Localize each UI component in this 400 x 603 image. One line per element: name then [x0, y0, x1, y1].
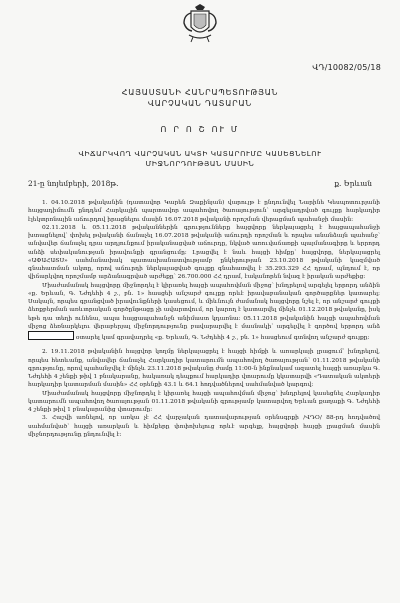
court-name-line1: ՀԱՅԱՍՏԱՆԻ ՀԱՆՐԱՊԵՏՈՒԹՅԱՆ — [121, 88, 279, 97]
court-name-line2: ՎԱՐՉԱԿԱՆ ԴԱՏԱՐԱՆ — [147, 99, 253, 108]
paragraph-1: 1. 04.10.2018 թվականին (դատավոր Կարեն Զաքինյան) վարույթ է ընդունվել Նարինե Կեսպոտուրյանի հայցադիմումն ընդդեմ Հարկային պարտավոր ապահովող ծառայություն՝ արգելադրված գույքը հարկադիր էլեկտրոնային աճուրդով իրացնելու մասին 16.07.2018 թվականի որոշման վերացման պահանջի մասին: — [28, 200, 380, 223]
subject-line1: ՎԻՃԱՐԿՎՈՂ ՎԱՐՉԱԿԱՆ ԱԿՏԻ ԿԱՏԱՐՈՒՄԸ ԿԱՍԵՑՆԵԼՈՒ — [78, 149, 322, 158]
decision-city: ք. Երևան — [334, 179, 372, 188]
paragraph-4: 2. 19.11.2018 թվականին հայցվոր կողմը ներկայացրել է հայցի հիմքի և առարկայի լրացում՝ խնդրելով, որպես հետևանք, անվավեր ճանաչել Հարկադիր կատարումն ապահովող ծառայության՝ 01.11.2018 թվականի գրությունը, որով պահանջվել է մինչև 23.11.2018 թվականը ժամը 11:00-ն ինքնակամ ազատել հայցի առարկա Գ. Նժդեհի 4 շենքի թիվ 1 բնակարանը, հակառակ դեպքում հարկադիր վտարումը կկատարվի «Դատական ակտերի հարկադիր կատարման մասին» ՀՀ օրենքի 43.1 և 64.1 հոդվածներով սահմանված կարգով: — [28, 349, 380, 389]
paragraph-5: Միաժամանակ հայցվորը միջնորդել է կիրառել հայցի ապահովման միջոց՝ խնդրելով կասեցնել Հարկադիր կատարումն ապահովող ծառայության 01.11.2018 թվականի գրությամբ կատարվող Երևան քաղաքի Գ. Նժդեհի 4 շենքի թիվ 1 բնակարանից վտարումը: — [28, 390, 380, 413]
paragraph-2: 02.11.2018 և 05.11.2018 թվականներին գրությունները հայցվորը ներկայացրել է հայցապահանջի խտացնելով՝ փոխել թվականի ճանաչել 16.07.2018 թվականի աճուրդի որոշման և որպես անանձայն պահանջ՝ անվավեր ճանաչել դրա արդյունքում իրականացված աճուրդը, նկված առուվաճառքի պայմանագիրը և երրորդ անձի սեփականության իրավունքի գրանցումը: Լրացվել է նաև հայցի հիմքը՝ հայցվորը, ներկայացրել «ԱՓԱՀԱՏՍ» սահմանափակ պատասխանատվությամբ ընկերության 23.10.2018 թվականի կազմված գնահատման ակտը, որով աճուրդի ներկայացված գույքը գնահատվել է 35.293.329 ՀՀ դրամ, պնդում է, որ վիճարկվող որոշմամբ արձանագրված արժեքը՝ 26.700.000 ՀՀ դրամ, էականորեն նվազ է իրական արժեքից: — [28, 224, 380, 281]
decision-title: Ո Ր Ո Շ ՈՒ Մ — [160, 125, 240, 134]
paragraph-3-tail: օտարել կամ գրավադրել «ք. Երևան, Գ. Նժդեհի 4 շ., բն. 1» հասցեում գտնվող անշարժ գույքը: — [75, 335, 370, 341]
subject-line2: ՄԻՋՆՈՐԴՈՒԹՅԱՆ ՄԱՍԻՆ — [145, 159, 255, 168]
paragraph-6: 3. Հաշվի առնելով, որ առկա չէ ՀՀ վարչական դատավարության օրենսգրքի /ՎԴՕ/ 88-րդ հոդվածով սահմանված՝ հայցի առարկան և հիմքերը փոփոխելուց որևէ արգելք, հայցվորի հայցի լրացման մասին միջնորդությունը ընդունվել է: — [28, 415, 380, 438]
decision-date: 21-ը նոյեմբերի, 2018թ. — [28, 179, 119, 188]
document-body — [28, 199, 380, 439]
paragraph-3 — [28, 282, 380, 343]
paragraph-3-text: Միաժամանակ հայցվորը միջնորդել է կիրառել հայցի ապահովման միջոց՝ խնդրելով արգելել երրորդ անձին «ք. Երևան, Գ. Նժդեհի 4 շ., բն. 1» հասցեի անշարժ գույքը որևէ իրավաբանական գործարքներ կատարել: Սակայն, որպես գրանցված իրավունքների կասեցում, և միևնույն ժամանակ հայցվորը նշել է, որ անշարժ գույքի ձեռքբերման առևտրական գործընթացը չի ավարտվում, որ կարող է կատարվել մինչև 01.12.2018 թվականը, իսկ եթե դա տեղի ունենա, ապա հայցապահանջն անիմաստ կդառնա: 05.11.2018 թվականին հայցի ապահովման միջոց ձեռնարկելու վերաբերյալ միջնորդությունը բավարարվել է մասնակի՝ արգելվել է գործով երրորդ անձ — [28, 282, 380, 330]
redaction-box — [28, 331, 74, 340]
coat-of-arms-icon — [181, 3, 219, 43]
document-number: ՎԴ/10082/05/18 — [312, 63, 381, 72]
